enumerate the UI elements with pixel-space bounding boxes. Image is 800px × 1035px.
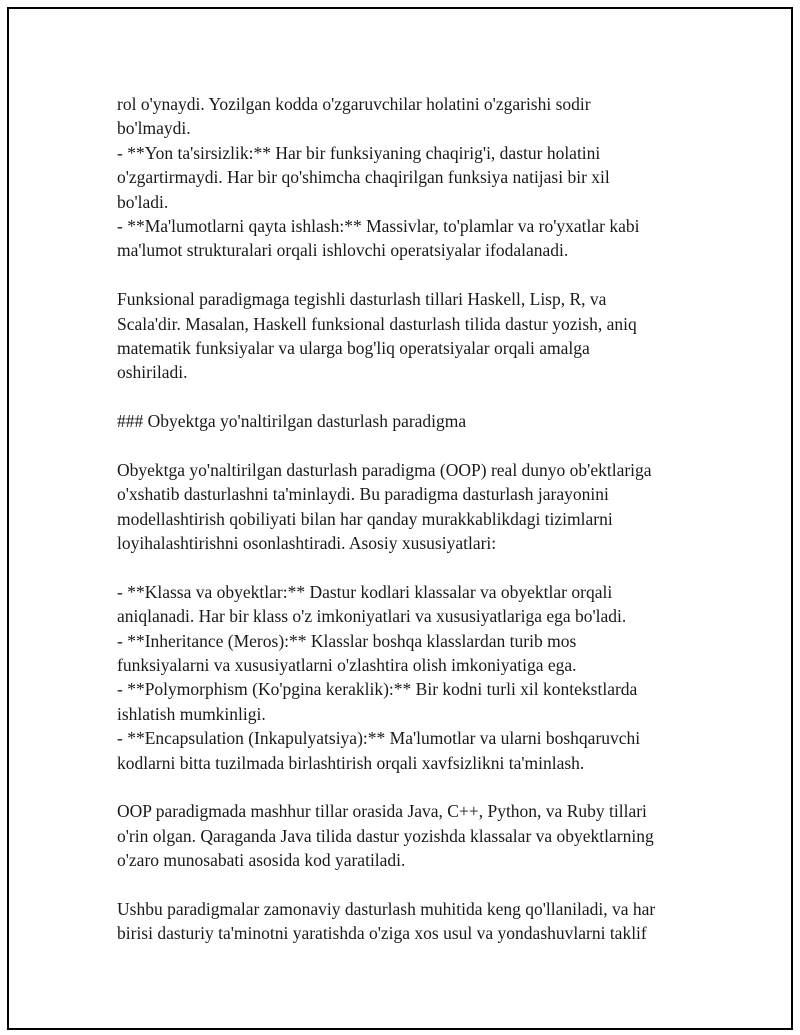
text-line: kodlarni bitta tuzilmada birlashtirish orqali xavfsizlikni ta'minlash. — [117, 752, 585, 773]
paragraph-gap — [117, 263, 697, 287]
paragraph-gap — [117, 433, 697, 457]
text-line: Scala'dir. Masalan, Haskell funksional dasturlash tilida dastur yozish, aniq — [117, 313, 637, 334]
text-line: matematik funksiyalar va ularga bog'liq operatsiyalar orqali amalga — [117, 337, 590, 358]
text-line: ma'lumot strukturalari orqali ishlovchi operatsiyalar ifodalanadi. — [117, 240, 569, 261]
text-line: - **Yon ta'sirsizlik:** Har bir funksiyaning chaqirig'i, dastur holatini — [117, 142, 601, 163]
text-line: o'rin olgan. Qaraganda Java tilida dastur yozishda klassalar va obyektlarning — [117, 825, 654, 846]
text-line: o'zaro munosabati asosida kod yaratiladi. — [117, 850, 406, 871]
text-line: loyihalashtirishni osonlashtiradi. Asosiy xususiyatlari: — [117, 533, 497, 554]
text-line: ishlatish mumkinligi. — [117, 703, 266, 724]
section-heading: ### Obyektga yo'naltirilgan dasturlash paradigma — [117, 411, 467, 432]
paragraph-gap — [117, 775, 697, 799]
text-line: bo'ladi. — [117, 191, 169, 212]
text-line: - **Klassa va obyektlar:** Dastur kodlari klassalar va obyektlar orqali — [117, 581, 613, 602]
paragraph-gap — [117, 555, 697, 579]
paragraph-gap — [117, 873, 697, 897]
text-line: OOP paradigmada mashhur tillar orasida Java, C++, Python, va Ruby tillari — [117, 801, 647, 822]
text-line: aniqlanadi. Har bir klass o'z imkoniyatlari va xususiyatlariga ega bo'ladi. — [117, 606, 627, 627]
text-line: funksiyalarni va xususiyatlarni o'zlashtira olish imkoniyatiga ega. — [117, 654, 577, 675]
text-line: birisi dasturiy ta'minotni yaratishda o'ziga xos usul va yondashuvlarni taklif — [117, 923, 647, 944]
text-line: - **Inheritance (Meros):** Klasslar boshqa klasslardan turib mos — [117, 630, 577, 651]
text-line: rol o'ynaydi. Yozilgan kodda o'zgaruvchilar holatini o'zgarishi sodir — [117, 94, 591, 114]
text-line: bo'lmaydi. — [117, 118, 191, 139]
text-line: Obyektga yo'naltirilgan dasturlash paradigma (OOP) real dunyo ob'ektlariga — [117, 459, 652, 480]
paragraph-gap — [117, 385, 697, 409]
document-body — [117, 92, 697, 946]
text-line: Funksional paradigmaga tegishli dasturlash tillari Haskell, Lisp, R, va — [117, 289, 607, 310]
text-line: o'xshatib dasturlashni ta'minlaydi. Bu paradigma dasturlash jarayonini — [117, 484, 609, 505]
text-line: Ushbu paradigmalar zamonaviy dasturlash muhitida keng qo'llaniladi, va har — [117, 898, 656, 919]
text-line: - **Ma'lumotlarni qayta ishlash:** Massivlar, to'plamlar va ro'yxatlar kabi — [117, 215, 640, 236]
text-line: - **Polymorphism (Ko'pgina keraklik):** Bir kodni turli xil kontekstlarda — [117, 679, 638, 700]
text-line: oshiriladi. — [117, 362, 188, 383]
text-line: - **Encapsulation (Inkapulyatsiya):** Ma'lumotlar va ularni boshqaruvchi — [117, 728, 641, 749]
text-line: o'zgartirmaydi. Har bir qo'shimcha chaqirilgan funksiya natijasi bir xil — [117, 167, 610, 188]
text-line: modellashtirish qobiliyati bilan har qanday murakkablikdagi tizimlarni — [117, 508, 613, 529]
